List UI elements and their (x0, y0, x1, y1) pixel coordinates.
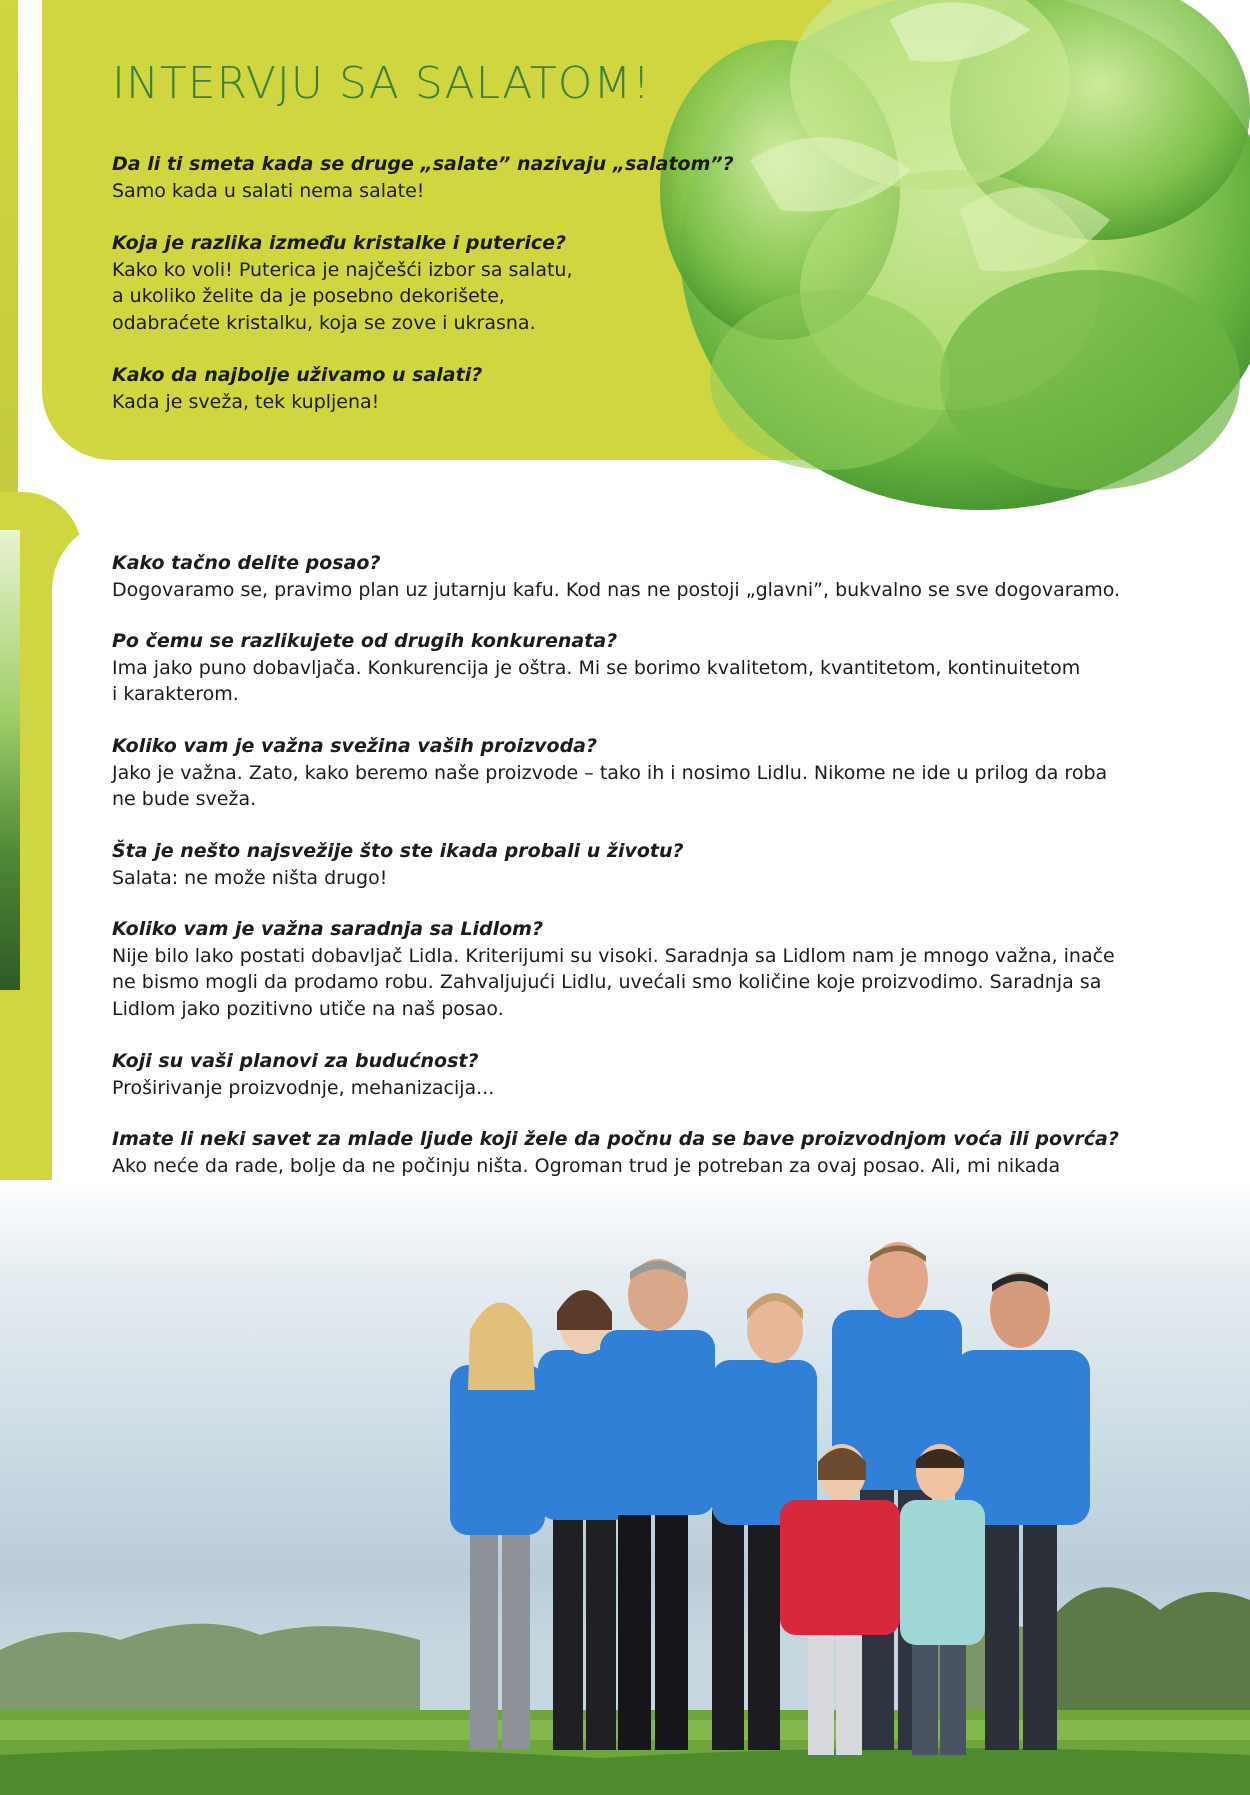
side-field-photo (0, 530, 20, 990)
page-title: INTERVJU SA SALATOM! (112, 58, 651, 109)
answer: Proširivanje proizvodnje, mehanizacija... (112, 1076, 495, 1099)
question: Imate li neki savet za mlade ljude koji žele da počnu da se bave proizvodnjom voća ili povrća? (112, 1128, 1119, 1150)
main-qa-5 (112, 916, 1182, 1022)
question: Da li ti smeta kada se druge „salate” nazivaju „salatom”? (112, 153, 734, 175)
answer: Kada je sveža, tek kupljena! (112, 390, 380, 413)
answer: Kako ko voli! Puterica je najčešći izbor sa salatu, a ukoliko želite da je posebno dekorišete, odabraćete kristalku, koja se zove i ukrasna. (112, 258, 573, 334)
question: Kako tačno delite posao? (112, 552, 381, 574)
family-photo (0, 1180, 1250, 1795)
main-qa-1 (112, 550, 1182, 603)
answer: Dogovaramo se, pravimo plan uz jutarnju kafu. Kod nas ne postoji „glavni”, bukvalno se sve dogovaramo. (112, 578, 1121, 601)
question: Po čemu se razlikujete od drugih konkurenata? (112, 630, 618, 652)
answer: Ima jako puno dobavljača. Konkurencija je oštra. Mi se borimo kvalitetom, kvantitetom, kontinuitetom i karakterom. (112, 656, 1081, 705)
intro-qa-1 (112, 151, 1182, 204)
person-3 (600, 1259, 715, 1750)
main-qa-2 (112, 628, 1182, 708)
main-qa-3 (112, 733, 1182, 813)
main-qa-4 (112, 838, 1182, 891)
question: Kako da najbolje uživamo u salati? (112, 364, 483, 386)
question: Koliko vam je važna svežina vaših proizvoda? (112, 735, 598, 757)
intro-qa-3 (112, 362, 1182, 415)
answer: Samo kada u salati nema salate! (112, 179, 425, 202)
question: Koji su vaši planovi za budućnost? (112, 1050, 479, 1072)
person-1 (450, 1303, 545, 1751)
answer: Jako je važna. Zato, kako beremo naše proizvode – tako ih i nosimo Lidlu. Nikome ne ide u prilog da roba ne bude sveža. (112, 761, 1108, 810)
answer: Salata: ne može ništa drugo! (112, 866, 388, 889)
question: Koliko vam je važna saradnja sa Lidlom? (112, 918, 543, 940)
answer: Nije bilo lako postati dobavljač Lidla. Kriterijumi su visoki. Saradnja sa Lidlom nam je mnogo važna, inače ne bismo mogli da prodamo robu. Zahvaljujući Lidlu, uvećali smo količine koje proizvodimo. Saradnja sa Lidlom jako pozitivno utiče na naš posao. (112, 944, 1115, 1020)
answer: Ako neće da rade, bolje da ne počinju ništa. Ogroman trud je potreban za ovaj posao. Ali, mi nikada (112, 1154, 1061, 1177)
main-qa-6 (112, 1048, 1182, 1101)
intro-qa-2 (112, 230, 1182, 336)
question: Koja je razlika između kristalke i puterice? (112, 232, 567, 254)
question: Šta je nešto najsvežije što ste ikada probali u životu? (112, 840, 684, 862)
